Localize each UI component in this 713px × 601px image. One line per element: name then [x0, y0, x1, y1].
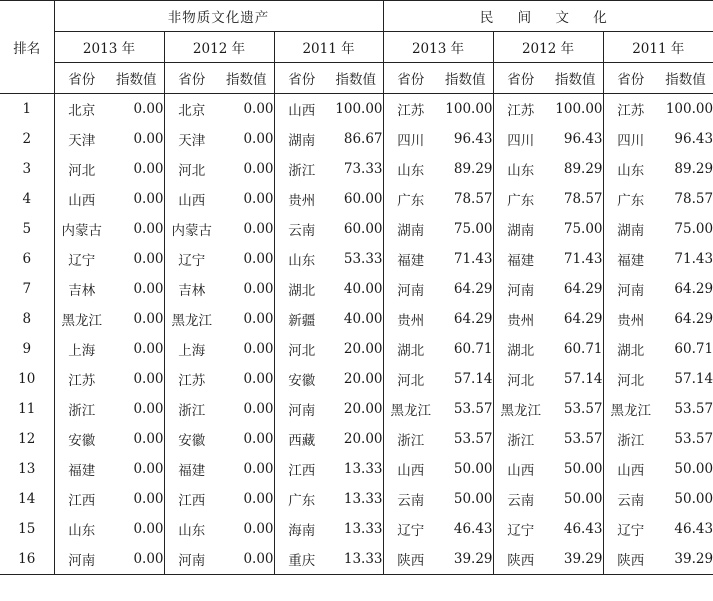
province-cell: 北京: [68, 103, 96, 119]
index-value-cell: 0.00: [133, 491, 164, 507]
province-cell: 河南: [383, 274, 438, 304]
rank-cell: 9: [0, 334, 54, 364]
province-cell: 河南: [164, 544, 219, 575]
province-cell: 福建: [164, 454, 219, 484]
province-cell: 河北: [603, 364, 658, 394]
province-cell: 辽宁: [68, 253, 96, 269]
province-cell: 云南: [383, 484, 438, 514]
index-value-cell: 20.00: [343, 401, 383, 417]
province-cell: 福建: [493, 244, 548, 274]
index-value-cell: 64.29: [563, 311, 603, 327]
index-value-cell: 50.00: [674, 461, 713, 477]
index-value-header: 指数值: [438, 63, 493, 94]
province-header: 省份: [383, 63, 438, 94]
province-cell: 河北: [274, 334, 329, 364]
province-cell: 湖北: [383, 334, 438, 364]
province-cell: 内蒙古: [61, 223, 102, 239]
index-value-cell: 0.00: [133, 191, 164, 207]
province-cell: 黑龙江: [164, 304, 219, 334]
province-cell: 安徽: [274, 364, 329, 394]
table-row: [0, 304, 713, 334]
index-value-cell: 53.57: [563, 401, 603, 417]
province-header: 省份: [274, 63, 329, 94]
province-cell: 广东: [383, 184, 438, 214]
province-cell: 河南: [274, 394, 329, 424]
index-value-cell: 75.00: [674, 221, 713, 237]
province-cell: 浙江: [493, 424, 548, 454]
province-cell: 内蒙古: [164, 214, 219, 244]
index-value-header: 指数值: [219, 63, 274, 94]
province-cell: 四川: [493, 124, 548, 154]
province-cell: 山西: [383, 454, 438, 484]
rank-cell: 5: [0, 214, 54, 244]
table-row: [0, 154, 713, 184]
province-cell: 四川: [383, 124, 438, 154]
province-cell: 天津: [164, 124, 219, 154]
index-value-cell: 40.00: [343, 281, 383, 297]
index-value-cell: 0.00: [243, 251, 274, 267]
province-cell: 黑龙江: [493, 394, 548, 424]
table-row: [0, 514, 713, 544]
rank-cell: 14: [0, 484, 54, 514]
province-cell: 辽宁: [164, 244, 219, 274]
province-cell: 福建: [383, 244, 438, 274]
index-value-cell: 0.00: [133, 431, 164, 447]
index-value-cell: 50.00: [563, 461, 603, 477]
index-value-cell: 64.29: [674, 281, 713, 297]
province-cell: 吉林: [68, 283, 96, 299]
index-value-cell: 100.00: [665, 101, 713, 117]
index-value-cell: 71.43: [453, 251, 493, 267]
province-cell: 河北: [68, 163, 96, 179]
year-header: 2011 年: [603, 32, 713, 63]
province-cell: 湖南: [383, 214, 438, 244]
index-value-cell: 0.00: [133, 521, 164, 537]
province-cell: 河北: [164, 154, 219, 184]
province-cell: 山西: [68, 193, 96, 209]
index-value-cell: 13.33: [343, 491, 383, 507]
index-value-cell: 89.29: [563, 161, 603, 177]
province-cell: 黑龙江: [603, 394, 658, 424]
province-cell: 贵州: [493, 304, 548, 334]
province-cell: 黑龙江: [383, 394, 438, 424]
province-cell: 陕西: [603, 544, 658, 575]
category-header-folk-culture: 民 间 文 化: [383, 1, 713, 32]
index-value-cell: 71.43: [563, 251, 603, 267]
index-value-cell: 20.00: [343, 431, 383, 447]
rank-cell: 4: [0, 184, 54, 214]
province-cell: 安徽: [164, 424, 219, 454]
index-value-cell: 39.29: [658, 544, 713, 575]
province-cell: 江苏: [164, 364, 219, 394]
province-cell: 江苏: [493, 94, 548, 125]
rank-header: 排名: [0, 1, 54, 94]
table-row: [0, 424, 713, 454]
index-value-cell: 64.29: [453, 311, 493, 327]
year-header: 2013 年: [383, 32, 493, 63]
province-cell: 江苏: [603, 94, 658, 125]
index-value-cell: 53.57: [674, 431, 713, 447]
index-value-cell: 20.00: [343, 371, 383, 387]
province-cell: 云南: [493, 484, 548, 514]
rank-cell: 10: [0, 364, 54, 394]
province-cell: 陕西: [493, 544, 548, 575]
index-value-cell: 0.00: [133, 341, 164, 357]
index-value-cell: 57.14: [563, 371, 603, 387]
province-cell: 湖南: [603, 214, 658, 244]
table-row: [0, 334, 713, 364]
province-cell: 浙江: [383, 424, 438, 454]
province-cell: 安徽: [68, 433, 96, 449]
index-value-cell: 57.14: [453, 371, 493, 387]
province-cell: 广东: [493, 184, 548, 214]
index-value-cell: 0.00: [243, 161, 274, 177]
index-value-cell: 0.00: [133, 161, 164, 177]
table-row: [0, 454, 713, 484]
index-value-cell: 60.71: [563, 341, 603, 357]
index-value-cell: 0.00: [243, 431, 274, 447]
index-value-cell: 96.43: [674, 131, 713, 147]
rank-cell: 15: [0, 514, 54, 544]
index-value-cell: 60.71: [674, 341, 713, 357]
province-cell: 广东: [274, 484, 329, 514]
province-cell: 河南: [603, 274, 658, 304]
province-cell: 北京: [164, 94, 219, 125]
province-cell: 湖北: [493, 334, 548, 364]
index-value-cell: 0.00: [133, 131, 164, 147]
province-cell: 河北: [383, 364, 438, 394]
index-value-cell: 0.00: [109, 544, 164, 575]
index-value-cell: 60.00: [343, 191, 383, 207]
index-value-cell: 13.33: [329, 544, 383, 575]
rank-cell: 3: [0, 154, 54, 184]
province-cell: 山东: [493, 154, 548, 184]
province-cell: 陕西: [383, 544, 438, 575]
province-cell: 山东: [164, 514, 219, 544]
table-row: [0, 124, 713, 154]
table-row: [0, 394, 713, 424]
index-value-header: 指数值: [109, 63, 164, 94]
index-value-cell: 0.00: [133, 281, 164, 297]
table-row: [0, 544, 713, 575]
rank-cell: 8: [0, 304, 54, 334]
province-cell: 山西: [164, 184, 219, 214]
index-value-cell: 75.00: [563, 221, 603, 237]
index-value-cell: 46.43: [453, 521, 493, 537]
index-value-cell: 100.00: [445, 101, 493, 117]
index-value-cell: 0.00: [243, 311, 274, 327]
province-cell: 江苏: [68, 373, 96, 389]
province-cell: 云南: [274, 214, 329, 244]
index-value-cell: 78.57: [453, 191, 493, 207]
province-cell: 江苏: [383, 94, 438, 125]
province-cell: 上海: [164, 334, 219, 364]
index-value-cell: 0.00: [133, 401, 164, 417]
province-cell: 浙江: [68, 403, 96, 419]
table-row: [0, 184, 713, 214]
index-value-cell: 53.57: [563, 431, 603, 447]
year-header-row: [0, 32, 713, 63]
rank-cell: 12: [0, 424, 54, 454]
rank-cell: 6: [0, 244, 54, 274]
province-cell: 山西: [603, 454, 658, 484]
index-value-cell: 100.00: [555, 101, 603, 117]
index-value-cell: 86.67: [343, 131, 383, 147]
index-value-cell: 53.57: [453, 431, 493, 447]
index-value-cell: 53.57: [453, 401, 493, 417]
province-cell: 湖北: [603, 334, 658, 364]
table-row: [0, 214, 713, 244]
province-cell: 吉林: [164, 274, 219, 304]
province-cell: 贵州: [603, 304, 658, 334]
index-value-cell: 0.00: [243, 341, 274, 357]
province-header: 省份: [603, 63, 658, 94]
rank-cell: 13: [0, 454, 54, 484]
province-cell: 江西: [274, 454, 329, 484]
year-header: 2012 年: [493, 32, 603, 63]
index-value-cell: 64.29: [674, 311, 713, 327]
index-value-header: 指数值: [658, 63, 713, 94]
index-value-cell: 50.00: [563, 491, 603, 507]
province-cell: 辽宁: [603, 514, 658, 544]
index-value-cell: 100.00: [335, 101, 383, 117]
table-row: [0, 364, 713, 394]
rank-cell: 16: [0, 544, 54, 575]
province-cell: 湖北: [274, 274, 329, 304]
year-header: 2011 年: [274, 32, 383, 63]
index-value-cell: 0.00: [243, 521, 274, 537]
table-row: [0, 484, 713, 514]
province-header: 省份: [164, 63, 219, 94]
index-value-cell: 96.43: [453, 131, 493, 147]
index-value-header: 指数值: [548, 63, 603, 94]
index-value-cell: 0.00: [243, 401, 274, 417]
province-cell: 湖南: [274, 124, 329, 154]
province-cell: 西藏: [274, 424, 329, 454]
province-cell: 山西: [274, 94, 329, 125]
province-cell: 上海: [68, 343, 96, 359]
index-value-cell: 0.00: [243, 131, 274, 147]
index-value-cell: 0.00: [219, 544, 274, 575]
province-cell: 黑龙江: [61, 313, 102, 329]
index-value-cell: 46.43: [674, 521, 713, 537]
index-value-cell: 0.00: [133, 251, 164, 267]
province-cell: 山西: [493, 454, 548, 484]
index-value-cell: 0.00: [243, 221, 274, 237]
index-value-cell: 40.00: [343, 311, 383, 327]
province-header: 省份: [493, 63, 548, 94]
index-value-cell: 13.33: [343, 521, 383, 537]
index-value-cell: 89.29: [674, 161, 713, 177]
province-cell: 贵州: [274, 184, 329, 214]
index-value-cell: 53.57: [674, 401, 713, 417]
year-header: 2012 年: [164, 32, 274, 63]
index-value-cell: 60.71: [453, 341, 493, 357]
index-value-cell: 71.43: [674, 251, 713, 267]
table-row: [0, 244, 713, 274]
province-cell: 新疆: [274, 304, 329, 334]
index-value-cell: 64.29: [453, 281, 493, 297]
index-value-cell: 0.00: [133, 221, 164, 237]
index-value-cell: 50.00: [453, 461, 493, 477]
table-body: [0, 94, 713, 575]
province-cell: 云南: [603, 484, 658, 514]
index-value-cell: 0.00: [243, 371, 274, 387]
index-value-cell: 78.57: [674, 191, 713, 207]
province-cell: 贵州: [383, 304, 438, 334]
rank-cell: 1: [0, 94, 54, 125]
index-value-cell: 0.00: [133, 311, 164, 327]
province-cell: 四川: [603, 124, 658, 154]
province-cell: 浙江: [603, 424, 658, 454]
province-cell: 福建: [68, 463, 96, 479]
province-cell: 山东: [603, 154, 658, 184]
province-cell: 辽宁: [383, 514, 438, 544]
province-cell: 江西: [164, 484, 219, 514]
index-value-header: 指数值: [329, 63, 383, 94]
province-cell: 浙江: [164, 394, 219, 424]
index-value-cell: 0.00: [133, 461, 164, 477]
index-value-cell: 73.33: [343, 161, 383, 177]
index-value-cell: 39.29: [438, 544, 493, 575]
index-value-cell: 20.00: [343, 341, 383, 357]
index-value-cell: 50.00: [453, 491, 493, 507]
province-cell: 山东: [274, 244, 329, 274]
index-value-cell: 0.00: [133, 371, 164, 387]
index-value-cell: 0.00: [243, 191, 274, 207]
index-value-cell: 0.00: [243, 101, 274, 117]
province-cell: 河南: [493, 274, 548, 304]
index-value-cell: 39.29: [548, 544, 603, 575]
year-header: 2013 年: [54, 32, 164, 63]
rank-cell: 7: [0, 274, 54, 304]
table-row: [0, 274, 713, 304]
category-header-intangible-heritage: 非物质文化遗产: [54, 1, 383, 32]
index-value-cell: 0.00: [243, 491, 274, 507]
index-value-cell: 78.57: [563, 191, 603, 207]
index-value-cell: 57.14: [674, 371, 713, 387]
index-value-cell: 0.00: [243, 281, 274, 297]
province-cell: 海南: [274, 514, 329, 544]
sub-header-row: [0, 63, 713, 94]
province-cell: 浙江: [274, 154, 329, 184]
province-cell: 福建: [603, 244, 658, 274]
province-cell: 天津: [68, 133, 96, 149]
province-cell: 辽宁: [493, 514, 548, 544]
rank-cell: 11: [0, 394, 54, 424]
index-value-cell: 64.29: [563, 281, 603, 297]
province-cell: 河南: [54, 544, 109, 575]
province-cell: 江西: [68, 493, 96, 509]
rank-cell: 2: [0, 124, 54, 154]
index-value-cell: 89.29: [453, 161, 493, 177]
index-value-cell: 60.00: [343, 221, 383, 237]
index-value-cell: 0.00: [133, 101, 164, 117]
province-cell: 广东: [603, 184, 658, 214]
index-value-cell: 13.33: [343, 461, 383, 477]
index-value-cell: 96.43: [563, 131, 603, 147]
index-value-cell: 50.00: [674, 491, 713, 507]
province-cell: 湖南: [493, 214, 548, 244]
province-cell: 山东: [68, 523, 96, 539]
province-cell: 山东: [383, 154, 438, 184]
category-header-row: [0, 1, 713, 32]
index-value-cell: 0.00: [243, 461, 274, 477]
province-cell: 重庆: [274, 544, 329, 575]
index-value-cell: 75.00: [453, 221, 493, 237]
province-header: 省份: [54, 63, 109, 94]
province-cell: 河北: [493, 364, 548, 394]
table-row: [0, 94, 713, 125]
index-value-cell: 53.33: [343, 251, 383, 267]
index-value-cell: 46.43: [563, 521, 603, 537]
